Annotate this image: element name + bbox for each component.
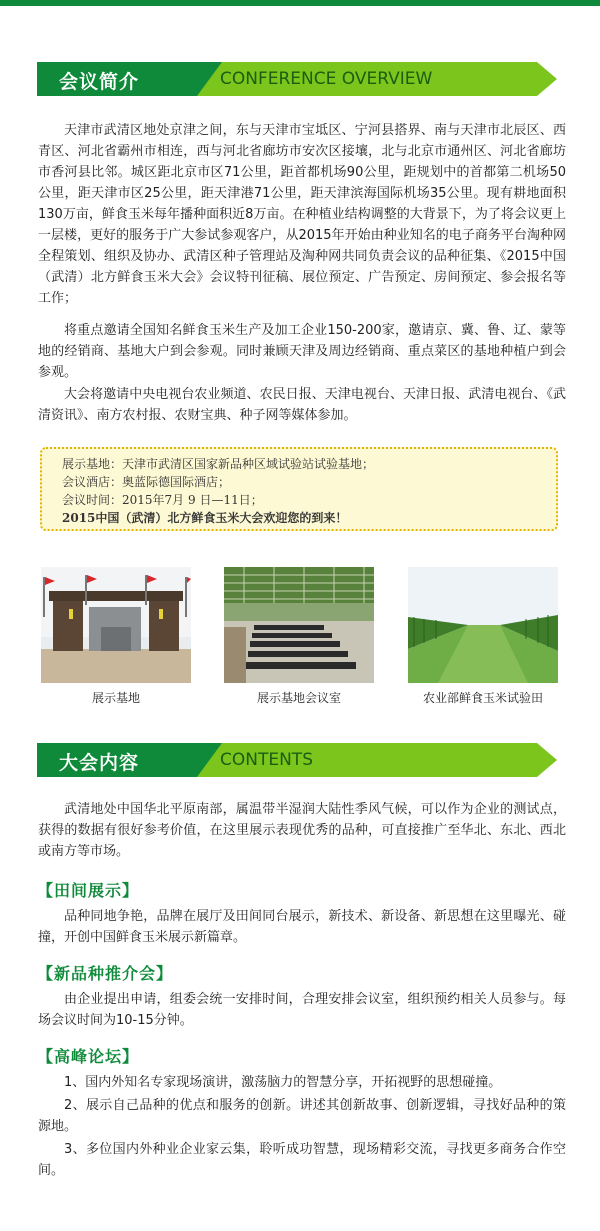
overview-title-en: CONFERENCE OVERVIEW	[220, 69, 433, 89]
contents-title-cn: 大会内容	[59, 752, 140, 774]
corn-field-photo	[408, 567, 558, 683]
overview-paragraph-2: 将重点邀请全国知名鲜食玉米生产及加工企业150-200家，邀请京、冀、鲁、辽、蒙等地的经销商、基地大户到会参观。同时兼顾天津及周边经销商、重点菜区的基地种植户到会参观。	[38, 323, 566, 380]
section-title-summit-forum: 【高峰论坛】	[37, 1047, 140, 1066]
section-title-new-variety: 【新品种推介会】	[37, 964, 174, 983]
overview-paragraph-1: 天津市武清区地处京津之间，东与天津市宝坻区、宁河县搭界、南与天津市北辰区、西青区、河北省霸州市相连，西与河北省廊坊市安次区接壤，北与北京市通州区、河北省廊坊市香河县比邻。城区距北京市区71公里，距首都机场90公里，距规划中的首都第二机场50公里，距天津市区25公里，距天津港71公里，距天津滨海国际机场35公里。现有耕地面积130万亩，鲜食玉米每年播种面积近8万亩。在种植业结构调整的大背景下，为了将会议更上一层楼，更好的服务于广大参试参观客户，从2015年开始由种业知名的电子商务平台淘种网全程策划、组织及协办、武清区种子管理站及淘种网共同负责会议的品种征集、《2015中国（武清）北方鲜食玉米大会》会议特刊征稿、展位预定、广告预定、房间预定、参会报名等工作；	[38, 123, 566, 306]
demo-base-gate-photo	[41, 567, 191, 683]
overview-paragraph-3: 大会将邀请中央电视台农业频道、农民日报、天津电视台、天津日报、武清电视台、《武清资讯》、南方农村报、农财宝典、种子网等媒体参加。	[38, 387, 566, 423]
summit-item-2: 2、展示自己品种的优点和服务的创新。讲述其创新故事、创新逻辑，寻找好品种的策源地。	[38, 1098, 566, 1134]
section-title-field-display: 【田间展示】	[37, 881, 140, 900]
contents-intro: 武清地处中国华北平原南部，属温带半湿润大陆性季风气候，可以作为企业的测试点，获得的数据有很好参考价值，在这里展示表现优秀的品种，可直接推广至华北、东北、西北或南方等市场。	[38, 802, 566, 859]
section-text-field-display: 品种同地争艳，品牌在展厅及田间同台展示，新技术、新设备、新思想在这里曝光、碰撞，开创中国鲜食玉米展示新篇章。	[38, 909, 566, 945]
summit-item-3: 3、多位国内外种业企业家云集，聆听成功智慧，现场精彩交流，寻找更多商务合作空间。	[38, 1142, 566, 1178]
photo-caption-2: 展示基地会议室	[256, 691, 341, 705]
event-hotel: 会议酒店：奥蓝际德国际酒店；	[62, 475, 231, 489]
contents-banner	[37, 743, 557, 777]
overview-title-cn: 会议简介	[59, 71, 140, 93]
meeting-room-photo	[224, 567, 374, 683]
event-time: 会议时间：2015年7月 9 日—11日；	[62, 493, 263, 507]
photo-caption-3: 农业部鲜食玉米试验田	[422, 691, 543, 705]
contents-title-en: CONTENTS	[220, 750, 313, 770]
event-info-box	[40, 447, 558, 531]
event-welcome: 2015中国（武清）北方鲜食玉米大会欢迎您的到来！	[62, 511, 348, 525]
summit-item-1: 1、国内外知名专家现场演讲，激荡脑力的智慧分享，开拓视野的思想碰撞。	[64, 1075, 502, 1090]
photo-caption-1: 展示基地	[91, 691, 140, 705]
section-text-new-variety: 由企业提出申请，组委会统一安排时间，合理安排会议室，组织预约相关人员参与。每场会议时间为10-15分钟。	[38, 992, 566, 1028]
event-base: 展示基地：天津市武清区国家新品种区域试验站试验基地；	[62, 457, 375, 471]
overview-banner	[37, 62, 557, 96]
top-stripe	[0, 0, 600, 6]
